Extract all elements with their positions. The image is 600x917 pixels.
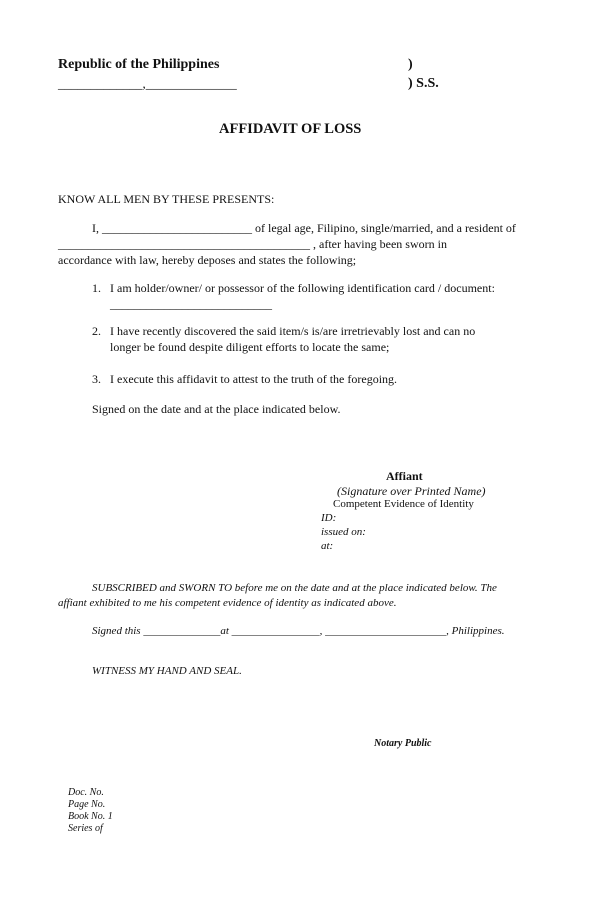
notary-public-label: Notary Public [374, 738, 432, 749]
venue-paren: ) [408, 57, 413, 72]
jurat-line-1: SUBSCRIBED and SWORN TO before me on the date and at the place indicated below. The [92, 582, 497, 594]
item-text: I have recently discovered the said item/s is/are irretrievably lost and can no [110, 324, 476, 338]
id-label: ID: [321, 512, 337, 524]
body-line-2: __________________________________________ , after having been sworn in [58, 237, 447, 251]
signed-this-line: Signed this ______________at ________________, ______________________, Philippines. [92, 625, 505, 637]
evidence-label: Competent Evidence of Identity [333, 498, 474, 510]
affiant-label: Affiant [386, 469, 423, 483]
series-label: Series of [68, 823, 103, 834]
republic-heading: Republic of the Philippines [58, 57, 220, 72]
jurat-line-2: affiant exhibited to me his competent evidence of identity as indicated above. [58, 597, 397, 609]
issued-on-label: issued on: [321, 526, 366, 538]
witness-line: WITNESS MY HAND AND SEAL. [92, 665, 242, 677]
item-blank: ___________________________ [110, 297, 272, 311]
at-label: at: [321, 540, 334, 552]
intro-line: KNOW ALL MEN BY THESE PRESENTS: [58, 192, 275, 206]
item-text-continued: longer be found despite diligent efforts to locate the same; [110, 340, 390, 354]
body-line-3: accordance with law, hereby deposes and states the following; [58, 253, 357, 267]
doc-no-label: Doc. No. [68, 787, 104, 798]
document-title: AFFIDAVIT OF LOSS [219, 121, 362, 137]
item-text: I execute this affidavit to attest to the truth of the foregoing. [110, 372, 398, 386]
body-line-1: I, _________________________ of legal age, Filipino, single/married, and a resident of [92, 221, 516, 235]
item-text: I am holder/owner/ or possessor of the following identification card / document: [110, 281, 495, 295]
signature-note: (Signature over Printed Name) [337, 484, 486, 498]
item-number: 2. [92, 324, 101, 338]
ss-label: ) S.S. [408, 76, 439, 91]
signed-statement: Signed on the date and at the place indicated below. [92, 402, 341, 416]
location-blank: _____________,______________ [58, 76, 237, 91]
item-number: 3. [92, 372, 101, 386]
book-no-label: Book No. 1 [68, 811, 113, 822]
page-no-label: Page No. [68, 799, 106, 810]
item-number: 1. [92, 281, 101, 295]
